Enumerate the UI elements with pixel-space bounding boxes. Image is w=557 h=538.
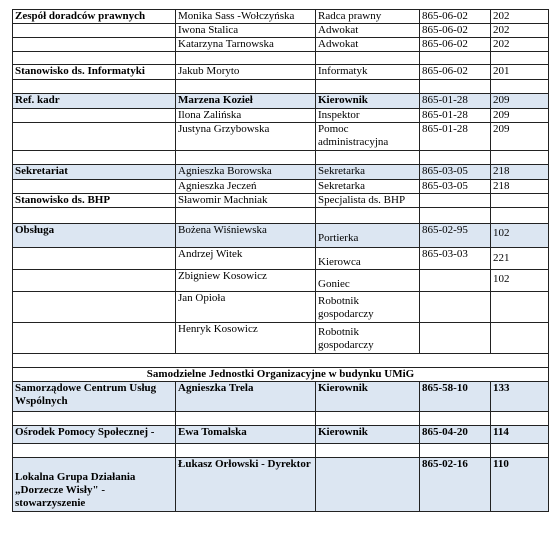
name-cell: Jan Opioła xyxy=(176,292,316,323)
phone-cell: 865-01-28 xyxy=(420,94,491,109)
table-row xyxy=(13,94,549,109)
role-cell: Sekretarka xyxy=(316,180,420,194)
unit-cell xyxy=(13,109,176,123)
spacer-row xyxy=(13,444,549,458)
phone-cell: 865-06-02 xyxy=(420,24,491,38)
name-cell: Andrzej Witek xyxy=(176,248,316,270)
name-cell: Marzena Kozieł xyxy=(176,94,316,109)
unit-cell xyxy=(13,270,176,292)
table-row xyxy=(13,109,549,123)
name-cell: Jakub Moryto xyxy=(176,65,316,80)
phone-cell xyxy=(420,270,491,292)
spacer-row xyxy=(13,80,549,94)
role-cell xyxy=(316,458,420,512)
spacer-row xyxy=(13,354,549,368)
role-cell: Robotnik gospodarczy xyxy=(316,323,420,354)
role-cell: Kierownik xyxy=(316,382,420,412)
unit-cell: Ośrodek Pomocy Społecznej - xyxy=(13,426,176,444)
unit-cell xyxy=(13,38,176,52)
role-cell: Goniec xyxy=(316,270,420,292)
name-cell: Agnieszka Trela xyxy=(176,382,316,412)
phone-cell: 865-03-03 xyxy=(420,248,491,270)
section-heading-row xyxy=(13,368,549,382)
table-row xyxy=(13,123,549,151)
spacer-row xyxy=(13,412,549,426)
name-cell: Katarzyna Tarnowska xyxy=(176,38,316,52)
name-cell: Agnieszka Borowska xyxy=(176,165,316,180)
role-cell: Adwokat xyxy=(316,38,420,52)
staff-directory-table xyxy=(12,9,549,512)
role-cell: Kierownik xyxy=(316,426,420,444)
phone-cell xyxy=(420,323,491,354)
table-row xyxy=(13,165,549,180)
room-cell xyxy=(491,323,549,354)
room-cell: 218 xyxy=(491,165,549,180)
unit-cell: Lokalna Grupa Działania „Dorzecze Wisły" - stowarzyszenie xyxy=(13,458,176,512)
unit-cell: Stanowisko ds. BHP xyxy=(13,194,176,208)
room-cell: 133 xyxy=(491,382,549,412)
spacer-row xyxy=(13,208,549,224)
room-cell: 221 xyxy=(491,248,549,270)
name-cell: Henryk Kosowicz xyxy=(176,323,316,354)
unit-cell xyxy=(13,180,176,194)
table-row xyxy=(13,24,549,38)
phone-cell: 865-58-10 xyxy=(420,382,491,412)
phone-cell: 865-06-02 xyxy=(420,65,491,80)
table-row xyxy=(13,458,549,512)
section-heading: Samodzielne Jednostki Organizacyjne w budynku UMiG xyxy=(13,368,549,382)
table-row xyxy=(13,382,549,412)
room-cell: 114 xyxy=(491,426,549,444)
spacer-row xyxy=(13,52,549,65)
name-cell: Sławomir Machniak xyxy=(176,194,316,208)
unit-cell: Obsługa xyxy=(13,224,176,248)
phone-cell: 865-04-20 xyxy=(420,426,491,444)
table-row xyxy=(13,248,549,270)
table-row xyxy=(13,194,549,208)
phone-cell: 865-06-02 xyxy=(420,10,491,24)
role-cell: Radca prawny xyxy=(316,10,420,24)
unit-cell xyxy=(13,323,176,354)
unit-cell: Stanowisko ds. Informatyki xyxy=(13,65,176,80)
room-cell: 218 xyxy=(491,180,549,194)
role-cell: Pomoc administracyjna xyxy=(316,123,420,151)
unit-cell xyxy=(13,248,176,270)
room-cell: 102 xyxy=(491,224,549,248)
phone-cell: 865-01-28 xyxy=(420,123,491,151)
room-cell: 102 xyxy=(491,270,549,292)
name-cell: Ilona Zalińska xyxy=(176,109,316,123)
room-cell: 110 xyxy=(491,458,549,512)
phone-cell: 865-06-02 xyxy=(420,38,491,52)
unit-cell: Zespół doradców prawnych xyxy=(13,10,176,24)
unit-cell: Sekretariat xyxy=(13,165,176,180)
name-cell: Ewa Tomalska xyxy=(176,426,316,444)
unit-cell: Samorządowe Centrum Usług Wspólnych xyxy=(13,382,176,412)
unit-cell: Ref. kadr xyxy=(13,94,176,109)
name-cell: Agnieszka Jeczeń xyxy=(176,180,316,194)
room-cell: 201 xyxy=(491,65,549,80)
room-cell: 202 xyxy=(491,24,549,38)
phone-cell: 865-02-16 xyxy=(420,458,491,512)
table-row xyxy=(13,38,549,52)
phone-cell: 865-01-28 xyxy=(420,109,491,123)
room-cell: 202 xyxy=(491,10,549,24)
name-cell: Łukasz Orłowski - Dyrektor xyxy=(176,458,316,512)
name-cell: Justyna Grzybowska xyxy=(176,123,316,151)
phone-cell xyxy=(420,194,491,208)
role-cell: Kierownik xyxy=(316,94,420,109)
phone-cell: 865-03-05 xyxy=(420,180,491,194)
name-cell: Iwona Stalica xyxy=(176,24,316,38)
unit-cell xyxy=(13,24,176,38)
table-row xyxy=(13,426,549,444)
name-cell: Bożena Wiśniewska xyxy=(176,224,316,248)
phone-cell: 865-03-05 xyxy=(420,165,491,180)
table-row xyxy=(13,65,549,80)
table-row xyxy=(13,224,549,248)
room-cell: 202 xyxy=(491,38,549,52)
room-cell: 209 xyxy=(491,123,549,151)
role-cell: Sekretarka xyxy=(316,165,420,180)
room-cell xyxy=(491,292,549,323)
table-row xyxy=(13,323,549,354)
spacer-row xyxy=(13,151,549,165)
unit-cell xyxy=(13,292,176,323)
phone-cell: 865-02-95 xyxy=(420,224,491,248)
role-cell: Portierka xyxy=(316,224,420,248)
room-cell xyxy=(491,194,549,208)
room-cell: 209 xyxy=(491,109,549,123)
role-cell: Informatyk xyxy=(316,65,420,80)
role-cell: Inspektor xyxy=(316,109,420,123)
table-row xyxy=(13,10,549,24)
role-cell: Adwokat xyxy=(316,24,420,38)
table-row xyxy=(13,292,549,323)
role-cell: Robotnik gospodarczy xyxy=(316,292,420,323)
name-cell: Monika Sass -Wołczyńska xyxy=(176,10,316,24)
role-cell: Specjalista ds. BHP xyxy=(316,194,420,208)
phone-cell xyxy=(420,292,491,323)
unit-cell xyxy=(13,123,176,151)
room-cell: 209 xyxy=(491,94,549,109)
name-cell: Zbigniew Kosowicz xyxy=(176,270,316,292)
table-row xyxy=(13,270,549,292)
role-cell: Kierowca xyxy=(316,248,420,270)
table-row xyxy=(13,180,549,194)
